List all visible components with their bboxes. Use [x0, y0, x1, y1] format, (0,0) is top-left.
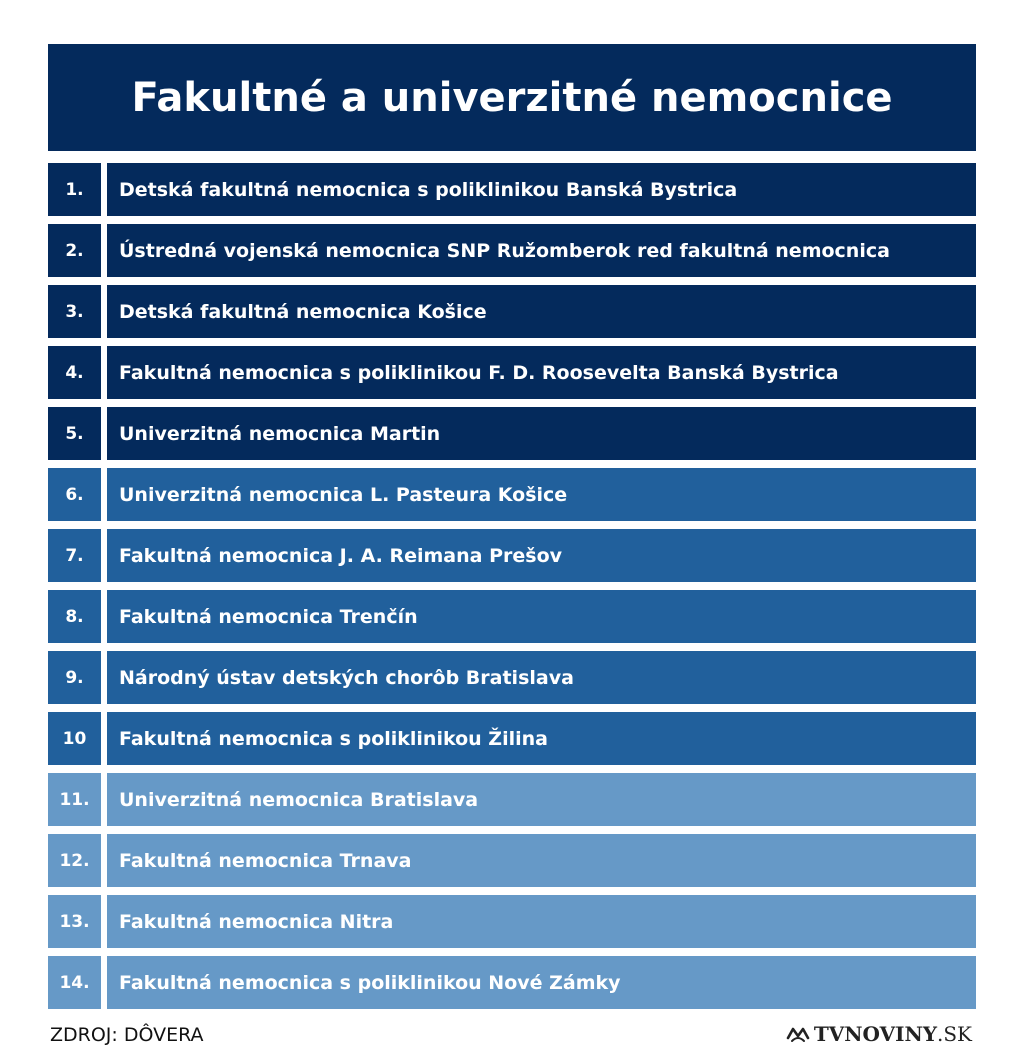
rank-number: 4.: [48, 346, 101, 399]
rank-number: 10: [48, 712, 101, 765]
list-item: [48, 712, 976, 765]
hospital-name: Ústredná vojenská nemocnica SNP Ružomberok red fakultná nemocnica: [107, 224, 976, 277]
list-item: [48, 285, 976, 338]
brand-logo: [786, 1022, 972, 1046]
list-item: [48, 224, 976, 277]
hospital-name: Univerzitná nemocnica Martin: [107, 407, 976, 460]
title-banner: [48, 44, 976, 151]
hospital-name: Detská fakultná nemocnica s poliklinikou Banská Bystrica: [107, 163, 976, 216]
hospital-name: Fakultná nemocnica Nitra: [107, 895, 976, 948]
list-item: [48, 956, 976, 1009]
page-title: Fakultné a univerzitné nemocnice: [131, 74, 893, 121]
rank-number: 6.: [48, 468, 101, 521]
rank-number: 3.: [48, 285, 101, 338]
brand-name: TVNOVINY: [813, 1022, 937, 1046]
hospital-name: Fakultná nemocnica s poliklinikou Žilina: [107, 712, 976, 765]
rank-number: 1.: [48, 163, 101, 216]
list-item: [48, 590, 976, 643]
hospital-name: Univerzitná nemocnica Bratislava: [107, 773, 976, 826]
hospital-name: Fakultná nemocnica Trnava: [107, 834, 976, 887]
list-item: [48, 346, 976, 399]
tvnoviny-logo-icon: [786, 1024, 810, 1044]
rank-number: 12.: [48, 834, 101, 887]
list-item: [48, 529, 976, 582]
list-item: [48, 407, 976, 460]
rank-number: 5.: [48, 407, 101, 460]
rank-number: 7.: [48, 529, 101, 582]
list-item: [48, 163, 976, 216]
hospital-list: [48, 163, 976, 1017]
rank-number: 2.: [48, 224, 101, 277]
hospital-name: Detská fakultná nemocnica Košice: [107, 285, 976, 338]
rank-number: 14.: [48, 956, 101, 1009]
hospital-name: Fakultná nemocnica J. A. Reimana Prešov: [107, 529, 976, 582]
hospital-name: Univerzitná nemocnica L. Pasteura Košice: [107, 468, 976, 521]
rank-number: 9.: [48, 651, 101, 704]
list-item: [48, 651, 976, 704]
rank-number: 8.: [48, 590, 101, 643]
hospital-name: Fakultná nemocnica Trenčín: [107, 590, 976, 643]
hospital-name: Fakultná nemocnica s poliklinikou Nové Zámky: [107, 956, 976, 1009]
list-item: [48, 773, 976, 826]
rank-number: 13.: [48, 895, 101, 948]
hospital-name: Fakultná nemocnica s poliklinikou F. D. Roosevelta Banská Bystrica: [107, 346, 976, 399]
hospital-name: Národný ústav detských chorôb Bratislava: [107, 651, 976, 704]
rank-number: 11.: [48, 773, 101, 826]
brand-suffix: .SK: [937, 1022, 972, 1046]
source-note: ZDROJ: DÔVERA: [50, 1024, 204, 1046]
list-item: [48, 834, 976, 887]
list-item: [48, 895, 976, 948]
list-item: [48, 468, 976, 521]
